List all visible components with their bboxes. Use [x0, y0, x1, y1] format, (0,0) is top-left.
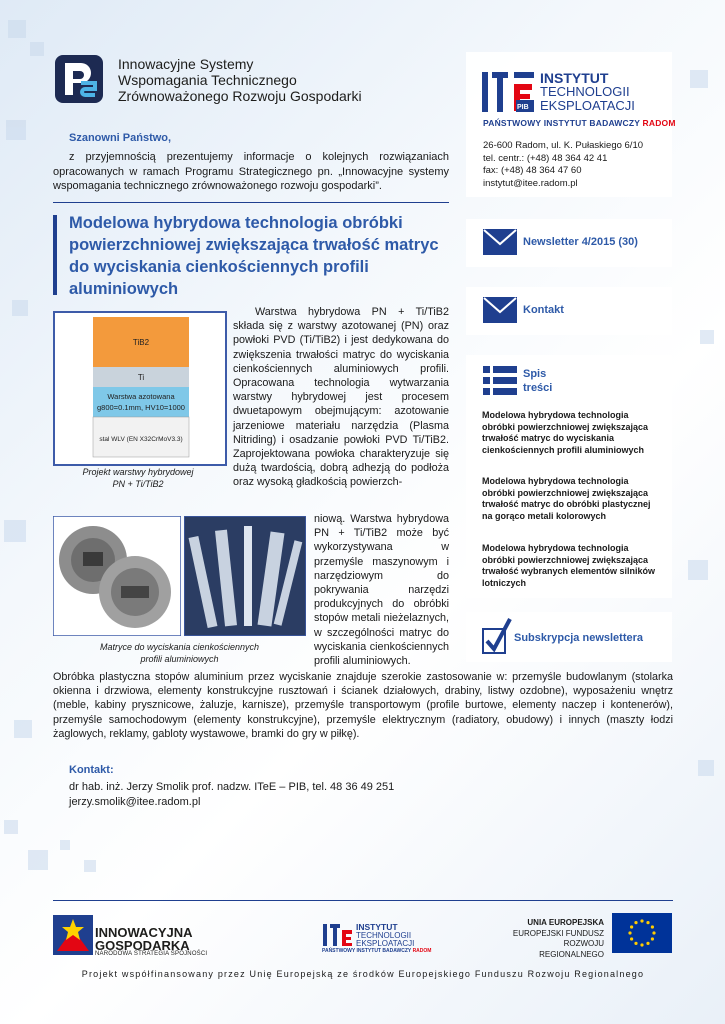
toc-item[interactable]: Modelowa hybrydowa technologia obróbki powierzchniowej zwiększająca trwałość matryc do wyciskania cienkościennych profili aluminiowych [482, 410, 649, 455]
cofinance-note: Projekt współfinansowany przez Unię Europejską ze środków Europejskiego Funduszu Rozwoju Regionalnego [81, 969, 645, 979]
profiles-photo [184, 516, 306, 636]
itee-name-1: INSTYTUT [540, 70, 609, 86]
contact-link[interactable]: Kontakt [523, 304, 564, 316]
die-photo [53, 516, 181, 636]
pib-mark: PIB [517, 104, 529, 111]
contact-heading: Kontakt: [69, 764, 114, 776]
layer-label-nitrided: Warstwa azotowana [107, 392, 175, 401]
program-logo [55, 55, 103, 103]
eu-text: UNIA EUROPEJSKA EUROPEJSKI FUNDUSZ ROZWOJU REGIONALNEGO [512, 918, 604, 959]
innovative-economy-subtitle: NARODOWA STRATEGIA SPÓJNOŚCI [95, 951, 208, 957]
checkbox-icon [482, 617, 512, 657]
footer-itee-name-3: EKSPLOATACJI [356, 939, 415, 948]
headline-bar [53, 215, 57, 295]
article-paragraph: niową. Warstwa hybrydowa PN + Ti/TiB2 może być wykorzystywana w przemyśle maszynowym i narzędziowym do pokrywania narzędzi produkcyjnych do obróbki stopów metali nieżelaznych, w szczególności matryc do wyciskania cienkościennych profili aluminiowych. [314, 513, 449, 668]
layer-label-params: g800=0.1mm, HV10=1000 [97, 403, 185, 412]
toc-item[interactable]: Modelowa hybrydowa technologia obróbki powierzchniowej zwiększająca trwałość wybranych elementów silników lotniczych [482, 543, 656, 588]
figure-caption: Projekt warstwy hybrydowej PN + Ti/TiB2 [82, 467, 194, 489]
itee-name-2: TECHNOLOGII [540, 84, 630, 99]
toc-item[interactable]: Modelowa hybrydowa technologia obróbki powierzchniowej zwiększająca trwałość matryc do obróbki plastycznej na gorąco metali kolorowych [482, 476, 651, 521]
contact-info: dr hab. inż. Jerzy Smolik prof. nadzw. ITeE – PIB, tel. 48 36 49 251 jerzy.smolik@itee.radom.pl [69, 781, 395, 808]
list-icon [483, 366, 517, 396]
subscribe-link[interactable]: Subskrypcja newslettera [514, 632, 644, 644]
footer-divider [53, 900, 673, 901]
layer-label-ti: Ti [137, 373, 145, 382]
footer-itee-name-1: INSTYTUT [356, 922, 398, 932]
greeting: Szanowni Państwo, [69, 132, 172, 144]
contact-email[interactable]: jerzy.smolik@itee.radom.pl [69, 796, 201, 808]
envelope-icon [483, 229, 517, 255]
innovative-economy-text: INNOWACYJNA GOSPODARKA [95, 925, 193, 953]
intro-text: z przyjemnością prezentujemy informacje o kolejnych rozwiązaniach opracowanych w ramach Programu Strategicznego pn. „Innowacyjne systemy wspomagania technicznego zrównoważonego rozwoju gospodarki”. [53, 151, 449, 192]
layer-diagram [55, 313, 225, 464]
divider [53, 202, 449, 203]
footer-itee-name-2: TECHNOLOGII [356, 931, 412, 940]
envelope-icon [483, 297, 517, 323]
layer-label-substrate: stal WLV (EN X32CrMoV3.3) [99, 436, 183, 443]
institute-address: 26-600 Radom, ul. K. Pułaskiego 6/10 tel. centr.: (+48) 48 364 42 41 fax: (+48) 48 364 47 60 instytut@itee.radom.pl [483, 140, 644, 189]
institute-email[interactable]: instytut@itee.radom.pl [483, 177, 578, 189]
layer-diagram-figure [53, 311, 227, 466]
toc-title: Spis treści [523, 368, 553, 394]
itee-name-3: EKSPLOATACJI [540, 98, 635, 113]
program-title: Innowacyjne Systemy Wspomagania Technicznego Zrównoważonego Rozwoju Gospodarki [118, 56, 362, 104]
footer-itee-subtitle: PAŃSTWOWY INSTYTUT BADAWCZY RADOM [322, 948, 432, 954]
layer-label-tib2: TiB2 [132, 338, 150, 347]
itee-footer-logo [322, 920, 422, 960]
innovative-economy-logo [53, 915, 93, 955]
newsletter-label[interactable]: Newsletter 4/2015 (30) [523, 236, 638, 248]
itee-subtitle: PAŃSTWOWY INSTYTUT BADAWCZY RADOM [483, 118, 676, 128]
article-headline: Modelowa hybrydowa technologia obróbki powierzchniowej zwiększająca trwałość matryc do wyciskania cienkościennych profili aluminiowych [69, 214, 439, 298]
article-paragraph: Warstwa hybrydowa PN + Ti/TiB2 składa się z warstwy azotowanej (PN) oraz powłoki PVD (Ti/TiB2) i jest dedykowana do zwiększenia trwałości matryc do wyciskania cienkościennych aluminiowych profili. Opracowana technologia wytwarzania warstwy hybrydowej jest procesem dwuetapowym obejmującym: azotowanie jarzeniowe materiału narzędzia (Plasma Nitriding) i osadzanie powłoki PVD Ti/TiB2. Zaprojektowana powłoka charakteryzuje się dużą twardością, dobrą adhezją do podłoża oraz wysoką gładkością powierzch- [233, 306, 449, 489]
figure-caption: Matryce do wyciskania cienkościennych profili aluminiowych [99, 642, 260, 664]
eu-flag [612, 913, 672, 953]
article-paragraph: Obróbka plastyczna stopów aluminium przez wyciskanie znajduje szerokie zastosowanie w: przemyśle budowlanym (stolarka okienna i drzwiowa, elementy konstrukcyjne rusztowań i ścianek działowych, drabiny, listwy ozdobne), wyposażeniu wnętrz (meble, kabiny prysznicowe, żaluzje, karnisze), przemyśle transportowym (profile burtowe, elementy naczep i kontenerów), przemyśle samochodowym (elementy konstrukcyjne), przemyśle elektrycznym (radiatory, obudowy) i innych (maszty łodzi żaglowych, reklamy, gabloty wystawowe, bramki do gry w piłkę). [53, 671, 673, 740]
